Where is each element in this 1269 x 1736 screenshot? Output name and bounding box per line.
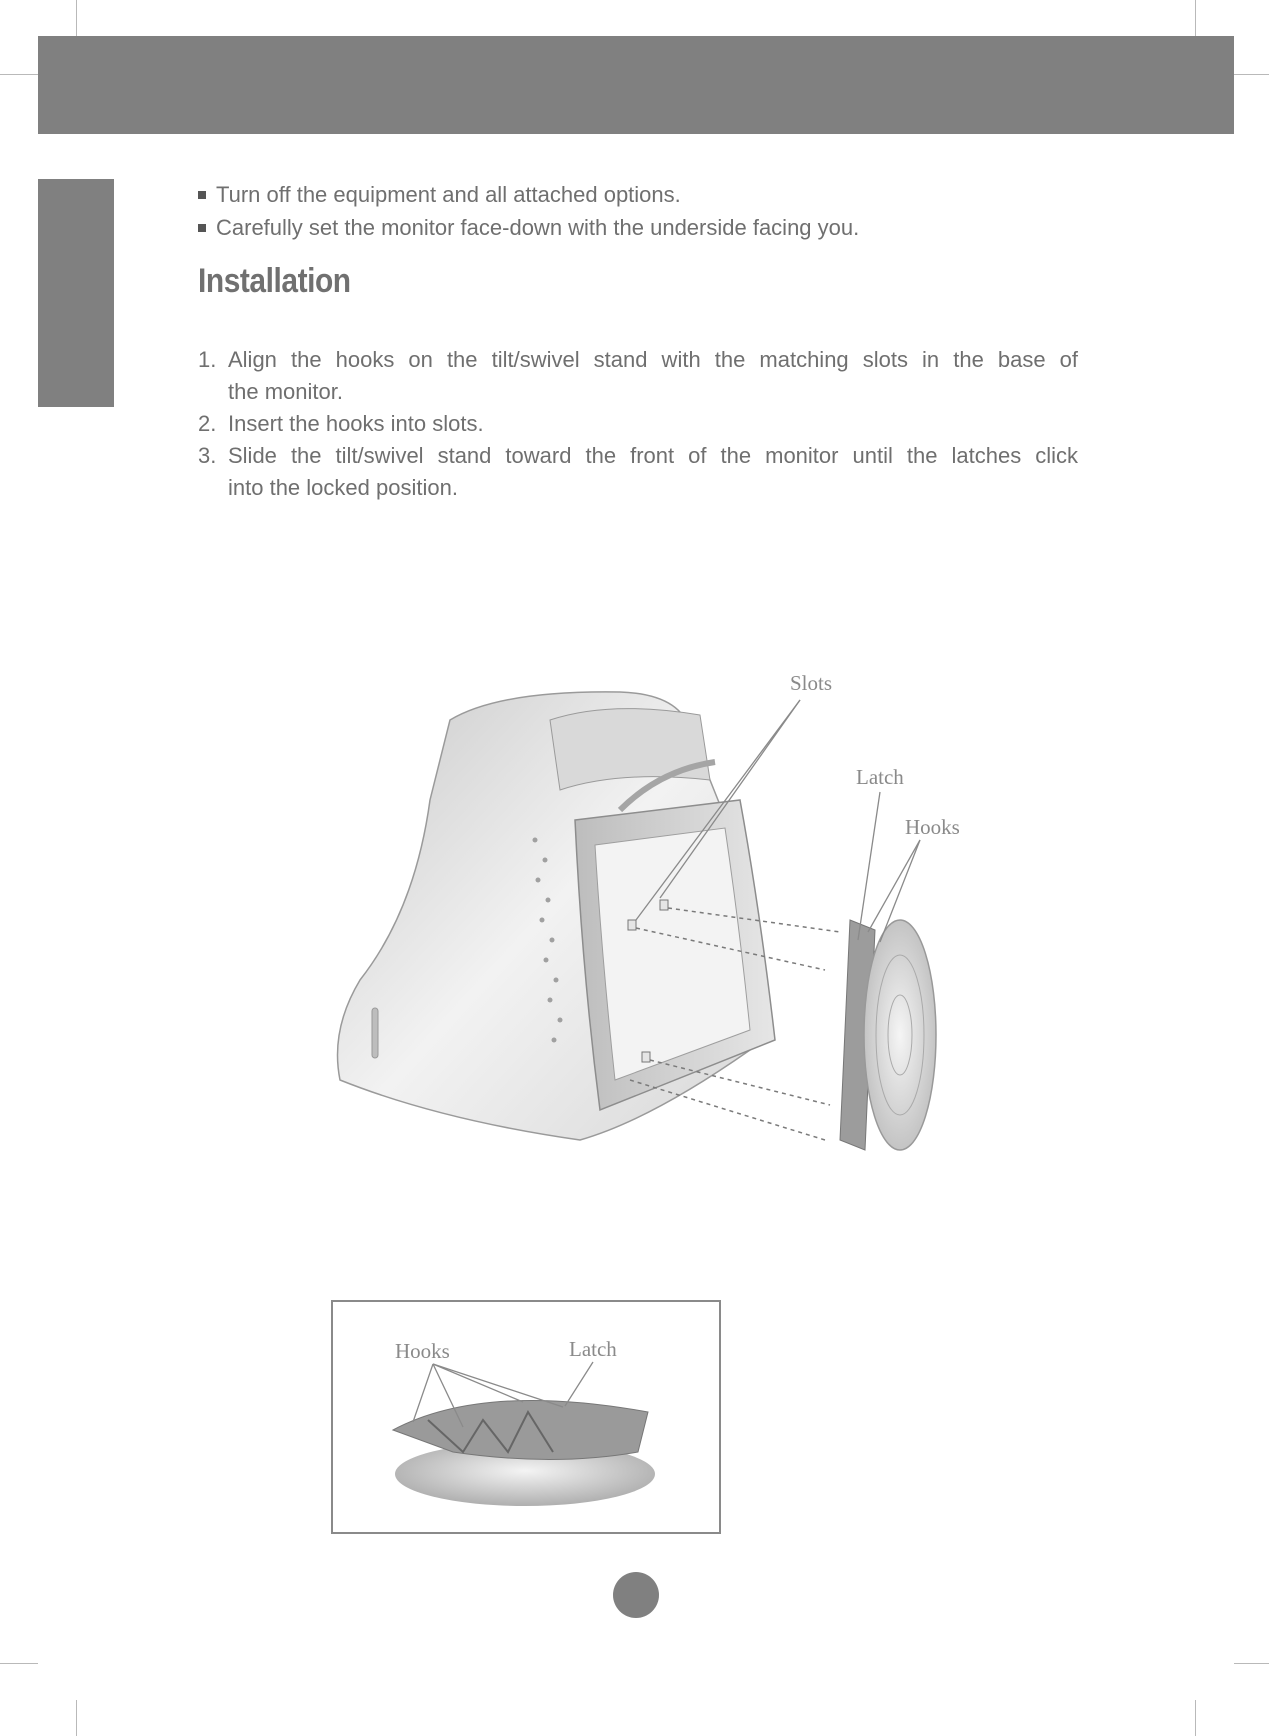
step-item: 3. Slide the tilt/swivel stand toward the front of the monitor until the latches click into the locked position. bbox=[198, 440, 1078, 504]
step-text: Align the hooks on the tilt/swivel stand with the matching slots in the base of bbox=[228, 347, 1078, 372]
section-title: Installation bbox=[198, 262, 351, 300]
precaution-list bbox=[198, 178, 859, 244]
stand-detail-illustration bbox=[333, 1302, 719, 1532]
page-number-badge bbox=[613, 1572, 659, 1618]
step-text: into the locked position. bbox=[228, 475, 458, 500]
crop-mark bbox=[0, 1663, 38, 1664]
installation-steps bbox=[198, 344, 1078, 504]
step-text: Slide the tilt/swivel stand toward the front of the monitor until the latches click bbox=[228, 443, 1078, 468]
callout-latch: Latch bbox=[856, 765, 904, 789]
precaution-item: Turn off the equipment and all attached options. bbox=[198, 178, 859, 211]
crop-mark bbox=[1195, 1700, 1196, 1736]
step-text: Insert the hooks into slots. bbox=[228, 411, 484, 436]
monitor-top bbox=[550, 709, 710, 790]
bullet-square-icon bbox=[198, 224, 206, 232]
inset-figure-frame bbox=[331, 1300, 721, 1534]
step-item: 1. Align the hooks on the tilt/swivel stand with the matching slots in the base of the monitor. bbox=[198, 344, 1078, 408]
header-bar bbox=[38, 36, 1234, 134]
crop-mark bbox=[1195, 0, 1196, 36]
crop-mark bbox=[1234, 1663, 1269, 1664]
side-tab bbox=[38, 179, 114, 407]
bullet-square-icon bbox=[198, 191, 206, 199]
callout-slots: Slots bbox=[790, 671, 833, 695]
precaution-item: Carefully set the monitor face-down with the underside facing you. bbox=[198, 211, 859, 244]
step-text: the monitor. bbox=[228, 379, 343, 404]
monitor-stand-illustration bbox=[320, 650, 980, 1170]
callout-hooks: Hooks bbox=[905, 815, 960, 839]
crop-mark bbox=[0, 74, 38, 75]
crop-mark bbox=[76, 0, 77, 36]
slot bbox=[642, 1052, 650, 1062]
crop-mark bbox=[1234, 74, 1269, 75]
inset-callout-hooks: Hooks bbox=[395, 1339, 450, 1363]
crop-mark bbox=[76, 1700, 77, 1736]
stand-mount bbox=[393, 1400, 648, 1459]
inset-callout-latch: Latch bbox=[569, 1337, 617, 1361]
slot bbox=[628, 920, 636, 930]
slot bbox=[660, 900, 668, 910]
step-item: 2. Insert the hooks into slots. bbox=[198, 408, 1078, 440]
